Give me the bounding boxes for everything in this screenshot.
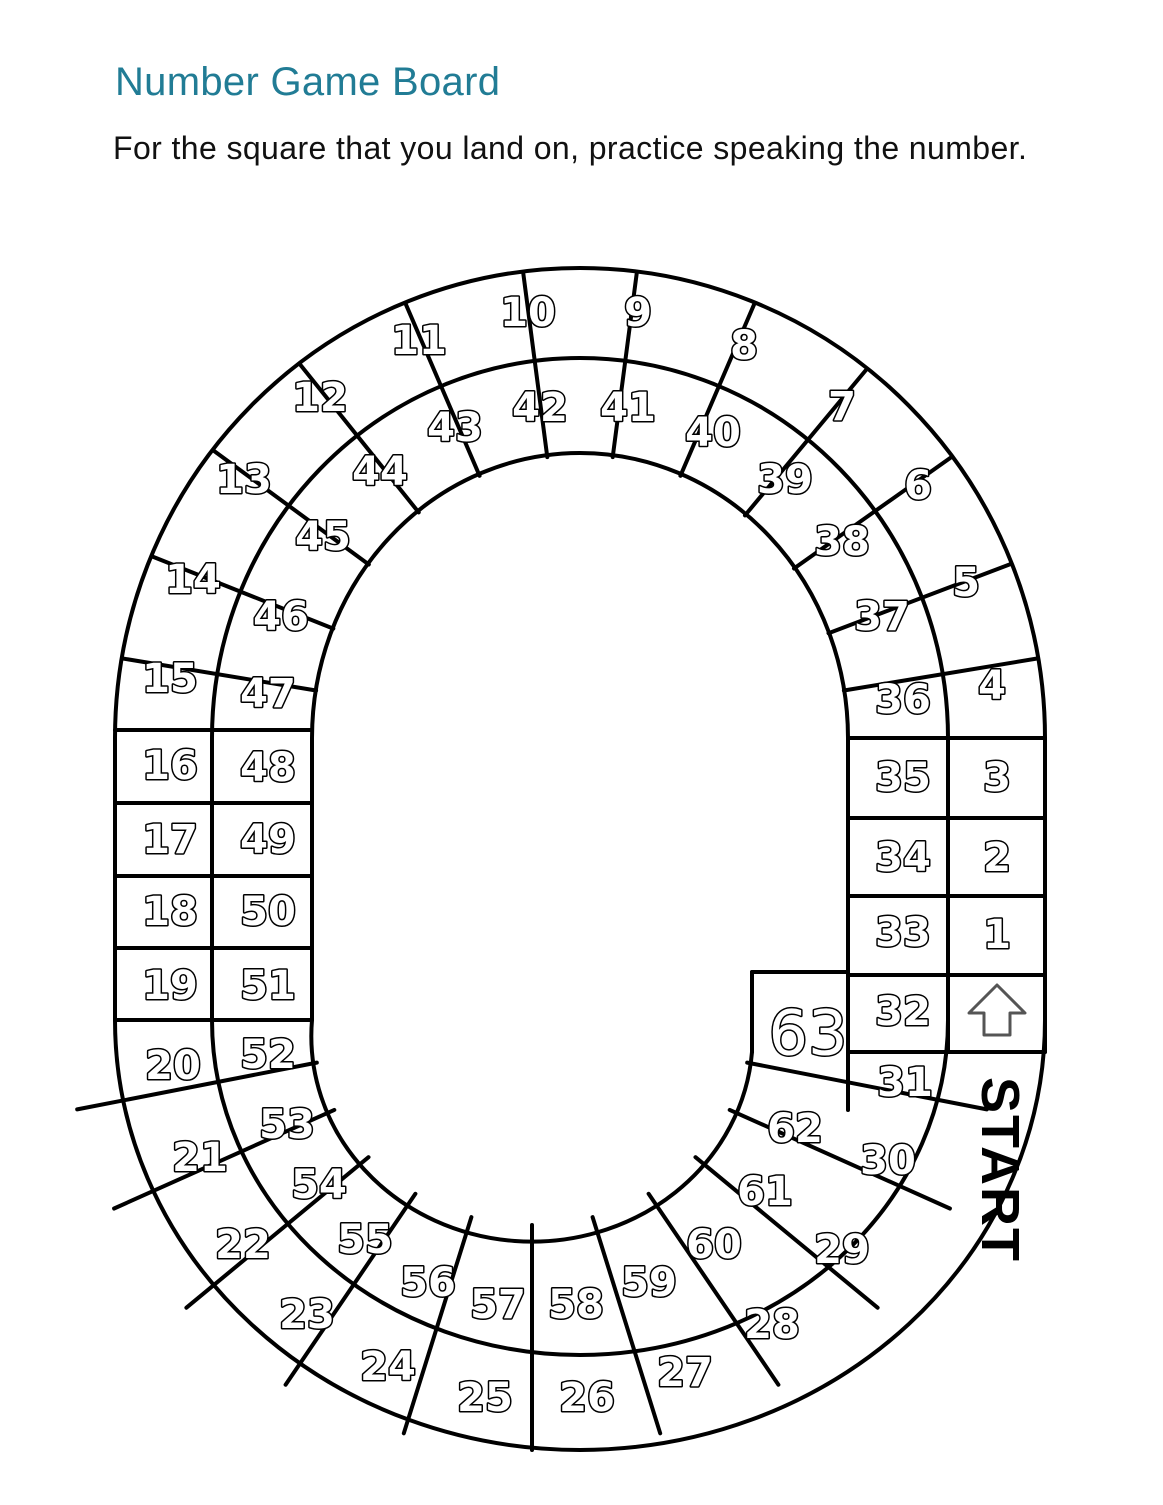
square-5[interactable]: 5	[952, 560, 980, 606]
square-2[interactable]: 2	[983, 835, 1011, 881]
square-60[interactable]: 60	[686, 1222, 742, 1268]
square-4[interactable]: 4	[978, 663, 1006, 709]
square-54[interactable]: 54	[291, 1162, 347, 1208]
square-50[interactable]: 50	[240, 889, 296, 935]
square-32[interactable]: 32	[875, 989, 931, 1035]
square-38[interactable]: 38	[814, 519, 870, 565]
square-17[interactable]: 17	[142, 817, 198, 863]
square-59[interactable]: 59	[621, 1260, 677, 1306]
square-51[interactable]: 51	[240, 963, 296, 1009]
square-1[interactable]: 1	[983, 912, 1011, 958]
square-30[interactable]: 30	[860, 1138, 916, 1184]
square-35[interactable]: 35	[875, 755, 931, 801]
square-49[interactable]: 49	[240, 817, 296, 863]
square-22[interactable]: 22	[215, 1222, 271, 1268]
square-24[interactable]: 24	[360, 1344, 416, 1390]
square-40[interactable]: 40	[685, 410, 741, 456]
square-34[interactable]: 34	[875, 835, 931, 881]
square-divider	[747, 1063, 987, 1110]
square-14[interactable]: 14	[165, 557, 221, 603]
square-43[interactable]: 43	[427, 405, 483, 451]
square-45[interactable]: 45	[295, 514, 351, 560]
square-15[interactable]: 15	[142, 656, 198, 702]
square-6[interactable]: 6	[904, 463, 932, 509]
square-56[interactable]: 56	[400, 1260, 456, 1306]
square-44[interactable]: 44	[352, 449, 408, 495]
square-labels	[142, 290, 1011, 1421]
square-42[interactable]: 42	[512, 385, 568, 431]
square-36[interactable]: 36	[875, 677, 931, 723]
square-55[interactable]: 55	[337, 1217, 393, 1263]
square-3[interactable]: 3	[983, 755, 1011, 801]
square-31[interactable]: 31	[877, 1060, 933, 1106]
square-61[interactable]: 61	[737, 1169, 793, 1215]
square-23[interactable]: 23	[279, 1292, 335, 1338]
square-11[interactable]: 11	[391, 318, 447, 364]
square-47[interactable]: 47	[240, 671, 296, 717]
square-28[interactable]: 28	[744, 1302, 800, 1348]
start-label: START	[970, 1077, 1030, 1263]
square-37[interactable]: 37	[854, 594, 910, 640]
instructions-text: For the square that you land on, practice speaking the number.	[113, 130, 1028, 166]
square-41[interactable]: 41	[600, 385, 656, 431]
square-10[interactable]: 10	[500, 290, 556, 336]
square-57[interactable]: 57	[470, 1282, 526, 1328]
square-48[interactable]: 48	[240, 745, 296, 791]
square-62[interactable]: 62	[767, 1106, 823, 1152]
square-8[interactable]: 8	[730, 323, 758, 369]
square-25[interactable]: 25	[457, 1375, 513, 1421]
page-title: Number Game Board	[115, 60, 501, 104]
square-58[interactable]: 58	[548, 1282, 604, 1328]
square-27[interactable]: 27	[657, 1350, 713, 1396]
square-16[interactable]: 16	[142, 743, 198, 789]
square-39[interactable]: 39	[757, 457, 813, 503]
square-20[interactable]: 20	[145, 1043, 201, 1089]
square-46[interactable]: 46	[253, 594, 309, 640]
square-12[interactable]: 12	[292, 375, 348, 421]
square-52[interactable]: 52	[240, 1032, 296, 1078]
square-9[interactable]: 9	[624, 290, 652, 336]
square-18[interactable]: 18	[142, 889, 198, 935]
start-square[interactable]	[969, 985, 1025, 1035]
square-53[interactable]: 53	[259, 1102, 315, 1148]
square-33[interactable]: 33	[875, 910, 931, 956]
square-13[interactable]: 13	[216, 457, 272, 503]
square-29[interactable]: 29	[814, 1227, 870, 1273]
square-21[interactable]: 21	[172, 1135, 228, 1181]
square-26[interactable]: 26	[559, 1375, 615, 1421]
square-63[interactable]: 63	[768, 996, 848, 1070]
square-7[interactable]: 7	[828, 384, 856, 430]
square-19[interactable]: 19	[142, 963, 198, 1009]
up-arrow-icon	[969, 985, 1025, 1035]
